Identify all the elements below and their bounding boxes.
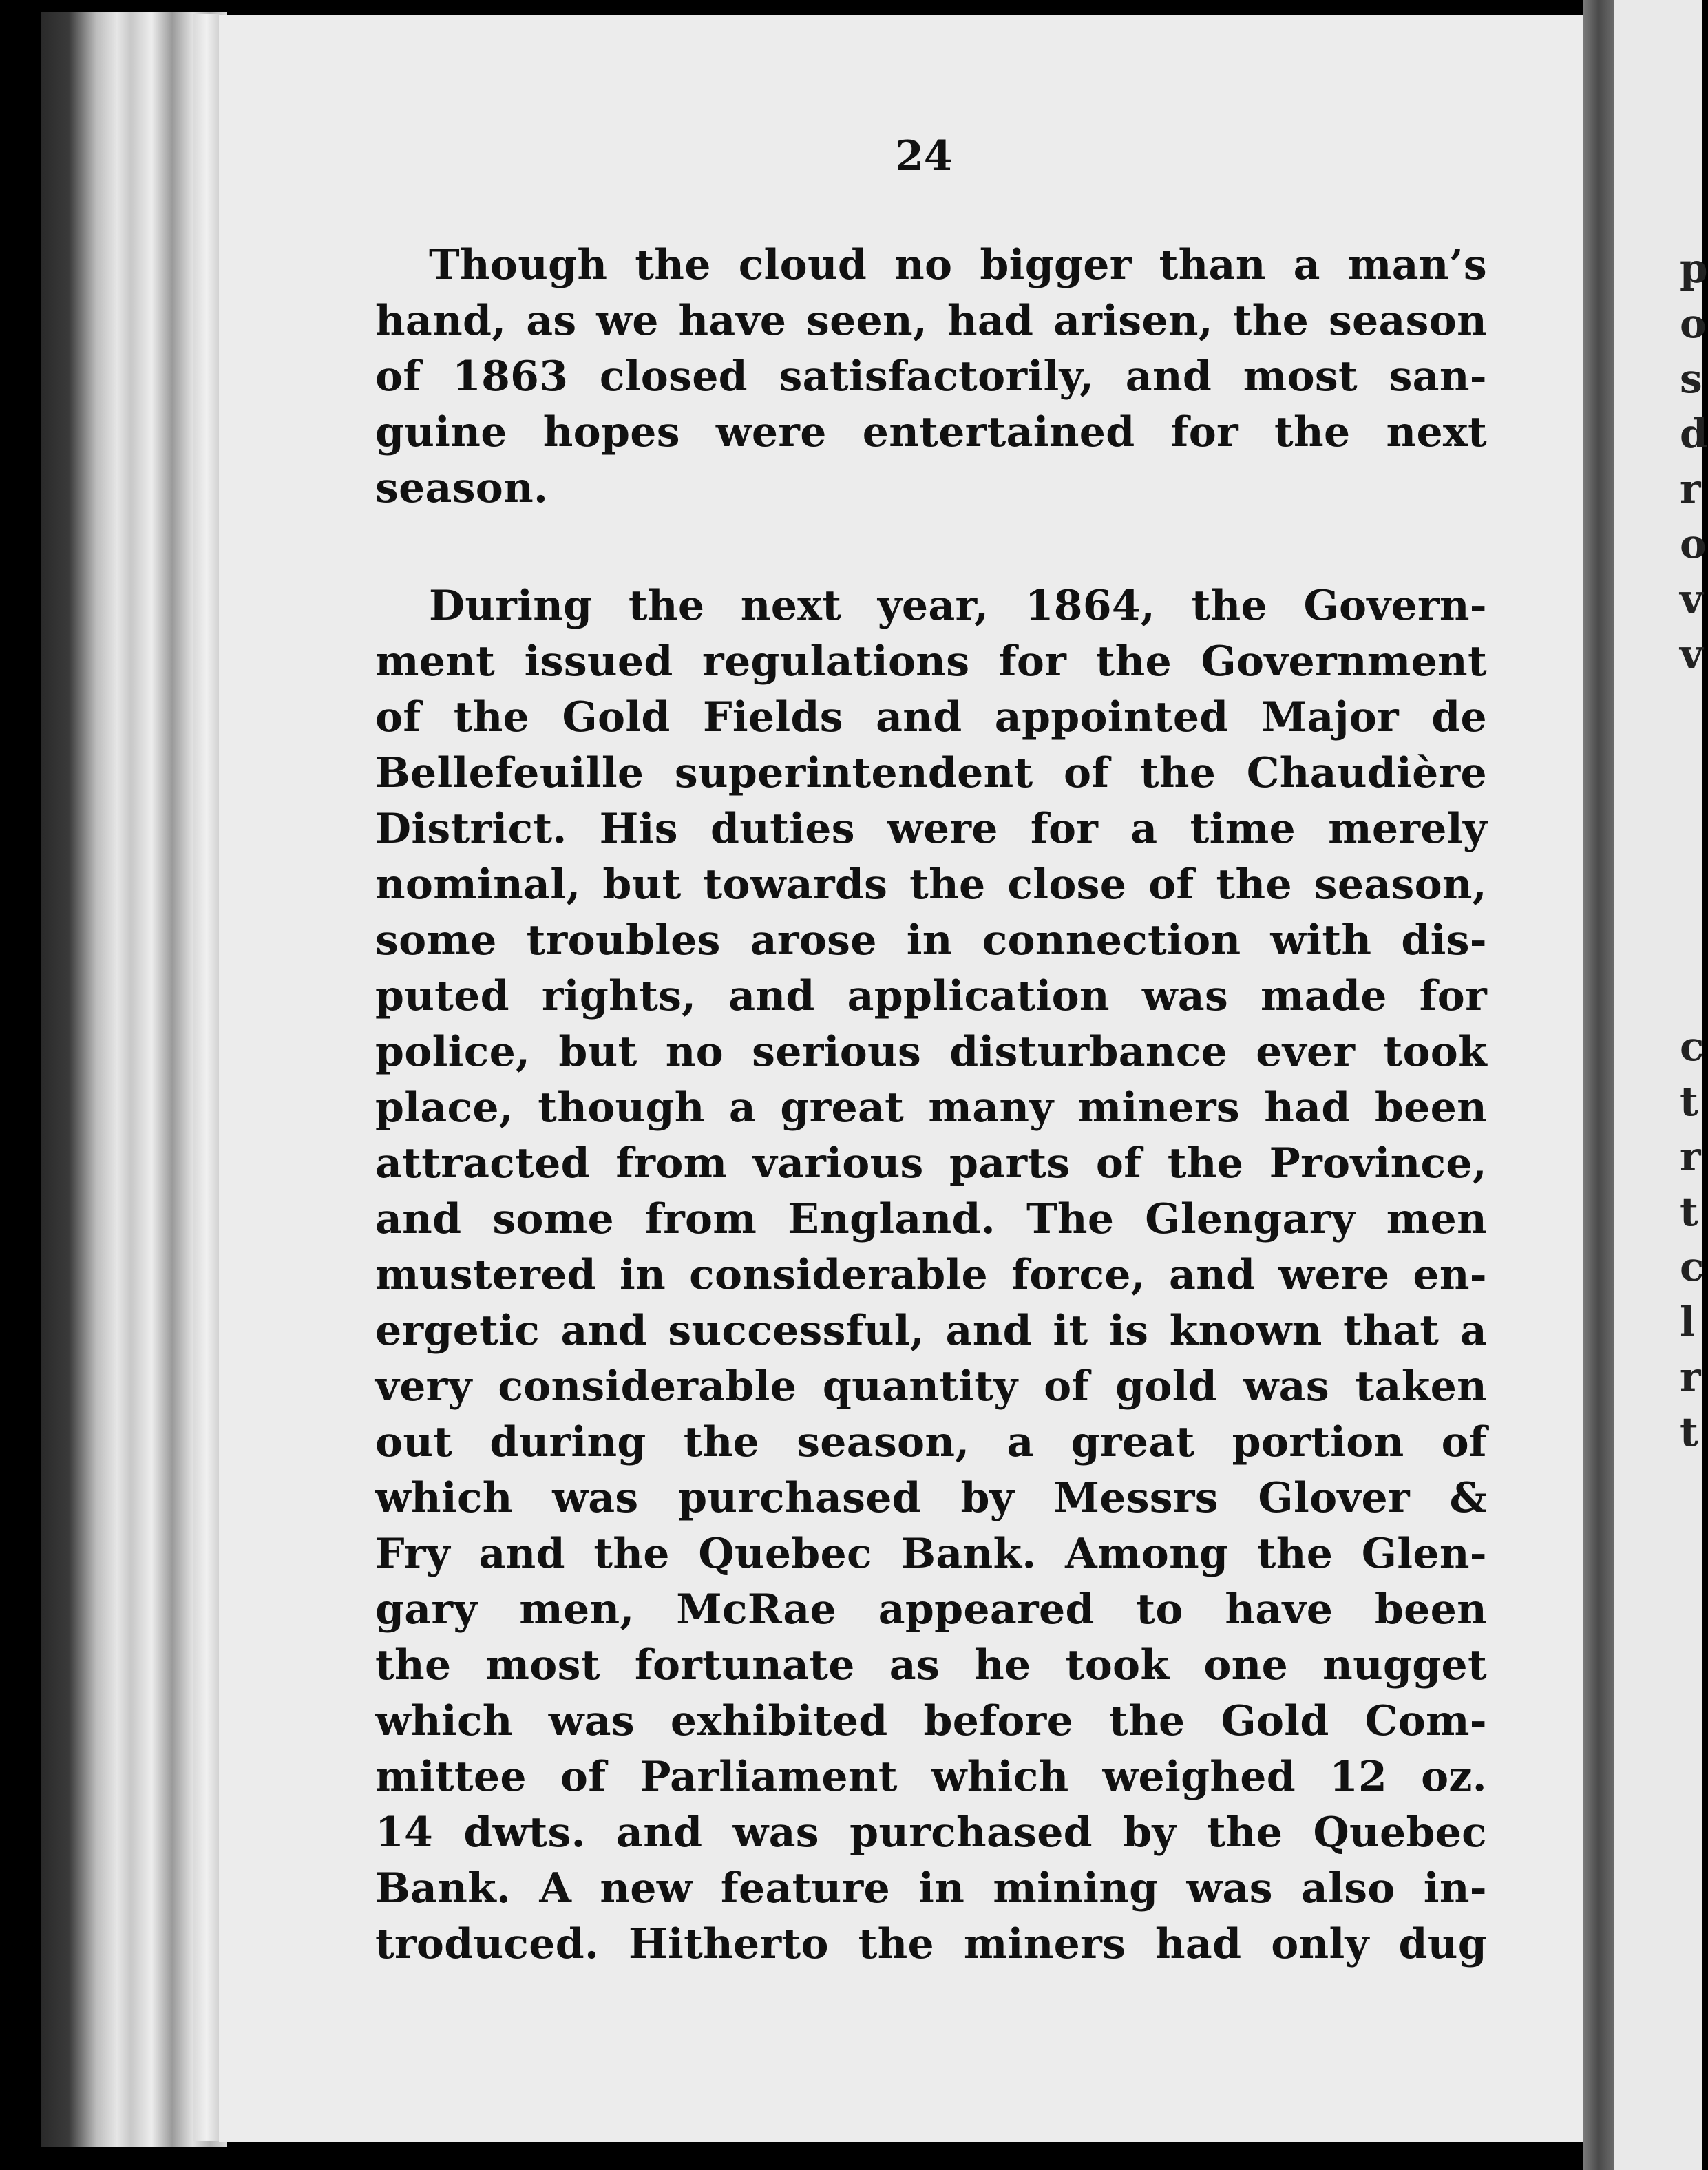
paragraph-1-line: hand, as we have seen, had arisen, the season xyxy=(375,297,1487,345)
edge-letter: t xyxy=(1680,1188,1698,1235)
paragraph-2-line: District. His duties were for a time merely xyxy=(375,805,1487,853)
paragraph-1-line: season. xyxy=(375,464,549,512)
edge-letter: c xyxy=(1680,1023,1705,1070)
edge-letter: r xyxy=(1680,1353,1701,1400)
paragraph-2-line: out during the season, a great portion of xyxy=(375,1418,1487,1466)
page-stack-edge-highlight xyxy=(193,14,220,2141)
paragraph-1-line: Though the cloud no bigger than a man’s xyxy=(429,241,1487,289)
book-gutter xyxy=(1583,0,1614,2170)
paragraph-2-line: the most fortunate as he took one nugget xyxy=(375,1641,1487,1689)
paragraph-2-line: Fry and the Quebec Bank. Among the Glen- xyxy=(375,1530,1487,1578)
edge-letter: v xyxy=(1680,576,1703,622)
paragraph-2-line: which was purchased by Messrs Glover & xyxy=(375,1474,1487,1522)
paragraph-1-line: of 1863 closed satisfactorily, and most san- xyxy=(375,352,1487,401)
edge-letter: t xyxy=(1680,1078,1698,1125)
next-page-upper-letters xyxy=(1680,241,1708,682)
paragraph-2-line: Bellefeuille superintendent of the Chaudière xyxy=(375,749,1487,797)
paragraph-2-line: nominal, but towards the close of the season, xyxy=(375,861,1487,909)
paragraph-2-line: which was exhibited before the Gold Com- xyxy=(375,1697,1487,1745)
paragraph-2-line: gary men, McRae appeared to have been xyxy=(375,1586,1487,1634)
edge-letter: p xyxy=(1680,245,1708,292)
paragraph-2-line: Bank. A new feature in mining was also in- xyxy=(375,1864,1487,1913)
edge-letter: s xyxy=(1680,355,1702,402)
edge-letter: l xyxy=(1680,1298,1696,1345)
edge-letter: r xyxy=(1680,1133,1701,1180)
page-body xyxy=(375,238,1487,1972)
edge-letter: t xyxy=(1680,1409,1698,1455)
paragraph-2-line: ment issued regulations for the Government xyxy=(375,638,1487,686)
paragraph-2-line: place, though a great many miners had been xyxy=(375,1084,1487,1132)
edge-letter: o xyxy=(1680,300,1707,347)
paragraph-2-line: mustered in considerable force, and were en- xyxy=(375,1251,1487,1299)
paragraph-2-line: and some from England. The Glengary men xyxy=(375,1195,1487,1243)
paragraph-2-line: ergetic and successful, and it is known that a xyxy=(375,1307,1487,1355)
paragraph-spacer xyxy=(375,516,1487,578)
paragraph-2-line: 14 dwts. and was purchased by the Quebec xyxy=(375,1809,1487,1857)
edge-letter: c xyxy=(1680,1243,1705,1290)
paragraph-2-line: police, but no serious disturbance ever took xyxy=(375,1028,1487,1076)
edge-letter: v xyxy=(1680,631,1703,677)
paragraph-2-line: puted rights, and application was made for xyxy=(375,972,1487,1020)
paragraph-2-line: troduced. Hitherto the miners had only dug xyxy=(375,1920,1487,1968)
paragraph-1-line: guine hopes were entertained for the next xyxy=(375,408,1487,456)
paragraph-2-line: some troubles arose in connection with dis- xyxy=(375,916,1487,965)
edge-letter: r xyxy=(1680,465,1701,512)
paragraph-2-line: mittee of Parliament which weighed 12 oz. xyxy=(375,1753,1487,1801)
paragraph-2-line: attracted from various parts of the Province, xyxy=(375,1139,1487,1188)
page-number: 24 xyxy=(895,132,953,180)
edge-letter: d xyxy=(1680,410,1708,457)
paragraph-2-line: very considerable quantity of gold was taken xyxy=(375,1362,1487,1411)
edge-letter: o xyxy=(1680,520,1707,567)
next-page-lower-letters xyxy=(1680,1019,1704,1460)
paragraph-2-line: of the Gold Fields and appointed Major de xyxy=(375,693,1487,741)
paragraph-2-line: During the next year, 1864, the Govern- xyxy=(429,582,1487,630)
